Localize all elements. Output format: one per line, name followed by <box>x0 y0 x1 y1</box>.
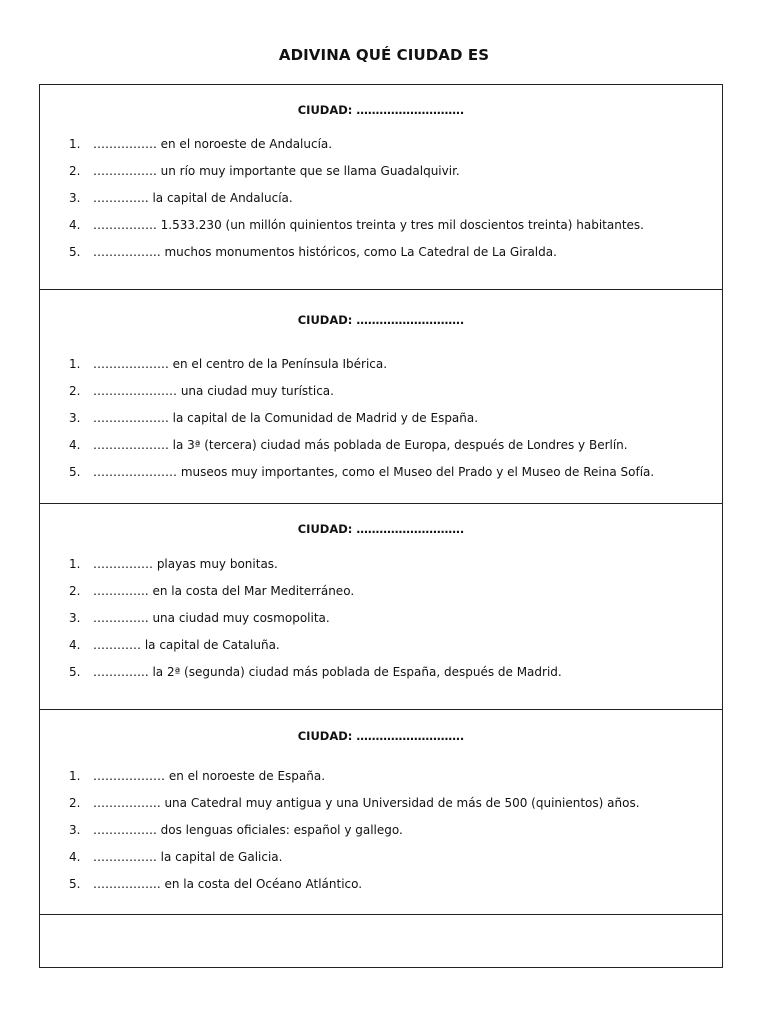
clue-number: 4. <box>69 217 81 232</box>
clue-number: 2. <box>69 795 81 810</box>
clue-text: ……………. dos lenguas oficiales: español y gallego. <box>93 822 403 837</box>
clue-text: ………….. una ciudad muy cosmopolita. <box>93 610 330 625</box>
clue-text: …………… playas muy bonitas. <box>93 557 278 571</box>
clue-item <box>40 665 722 692</box>
clue-number: 2. <box>69 583 81 598</box>
clue-text: …………….. en la costa del Océano Atlántico. <box>93 876 363 891</box>
clue-list <box>40 357 722 491</box>
clue-text: ………….. en la costa del Mar Mediterráneo. <box>93 583 355 598</box>
clue-item <box>40 611 722 638</box>
ciudad-label: CIUDAD: ………………………. <box>297 103 465 117</box>
clue-number: 1. <box>69 357 81 371</box>
clue-item <box>40 584 722 611</box>
clue-text: ………….. la 2ª (segunda) ciudad más poblada de España, después de Madrid. <box>93 664 562 679</box>
empty-section <box>40 915 722 967</box>
clue-number: 3. <box>69 610 81 625</box>
clue-number: 5. <box>69 244 81 259</box>
clue-text: ……………. en el noroeste de Andalucía. <box>93 137 333 151</box>
city-section-4 <box>40 710 722 915</box>
clue-number: 3. <box>69 190 81 205</box>
clue-item <box>40 137 722 164</box>
clue-number: 4. <box>69 437 81 452</box>
clue-item <box>40 438 722 465</box>
clue-text: ………… la capital de Cataluña. <box>93 637 280 652</box>
city-section-2 <box>40 290 722 504</box>
clue-text: ……………. un río muy importante que se llama Guadalquivir. <box>93 163 460 178</box>
clue-item <box>40 769 722 796</box>
clue-item <box>40 796 722 823</box>
clue-item <box>40 850 722 877</box>
clue-text: …………….. una Catedral muy antigua y una Universidad de más de 500 (quinientos) años. <box>93 795 640 810</box>
clue-number: 3. <box>69 410 81 425</box>
clue-item <box>40 465 722 492</box>
clue-list <box>40 769 722 903</box>
clue-text: ………………… una ciudad muy turística. <box>93 383 334 398</box>
clue-item <box>40 164 722 191</box>
page-title: ADIVINA QUÉ CIUDAD ES <box>278 46 490 64</box>
clue-number: 2. <box>69 383 81 398</box>
clue-text: ……………. 1.533.230 (un millón quinientos treinta y tres mil doscientos treinta) habitantes. <box>93 217 644 232</box>
ciudad-label: CIUDAD: ………………………. <box>297 313 465 327</box>
clue-item <box>40 384 722 411</box>
clue-text: ……………. la capital de Galicia. <box>93 849 283 864</box>
clue-text: ………….. la capital de Andalucía. <box>93 190 293 205</box>
city-section-1 <box>40 85 722 290</box>
clue-number: 1. <box>69 137 81 151</box>
clue-number: 2. <box>69 163 81 178</box>
clue-number: 1. <box>69 557 81 571</box>
clue-number: 4. <box>69 637 81 652</box>
clue-number: 4. <box>69 849 81 864</box>
ciudad-label: CIUDAD: ………………………. <box>297 729 465 743</box>
clue-item <box>40 557 722 584</box>
ciudad-label: CIUDAD: ………………………. <box>297 522 465 536</box>
clue-item <box>40 191 722 218</box>
clue-number: 1. <box>69 769 81 783</box>
clue-item <box>40 411 722 438</box>
clue-number: 5. <box>69 876 81 891</box>
clue-text: ………………. en el centro de la Península Ibérica. <box>93 357 388 371</box>
clue-list <box>40 137 722 271</box>
clue-text: ………………… museos muy importantes, como el Museo del Prado y el Museo de Reina Sofía. <box>93 464 655 479</box>
clue-item <box>40 877 722 904</box>
clue-text: ……………… en el noroeste de España. <box>93 769 326 783</box>
clue-text: …………….. muchos monumentos históricos, como La Catedral de La Giralda. <box>93 244 557 259</box>
worksheet-table <box>39 84 723 968</box>
clue-item <box>40 218 722 245</box>
clue-item <box>40 245 722 272</box>
clue-text: ………………. la capital de la Comunidad de Madrid y de España. <box>93 410 479 425</box>
city-section-3 <box>40 504 722 710</box>
clue-number: 3. <box>69 822 81 837</box>
clue-text: ………………. la 3ª (tercera) ciudad más poblada de Europa, después de Londres y Berlín. <box>93 437 628 452</box>
clue-item <box>40 823 722 850</box>
clue-number: 5. <box>69 664 81 679</box>
clue-number: 5. <box>69 464 81 479</box>
clue-item <box>40 357 722 384</box>
clue-list <box>40 557 722 691</box>
clue-item <box>40 638 722 665</box>
